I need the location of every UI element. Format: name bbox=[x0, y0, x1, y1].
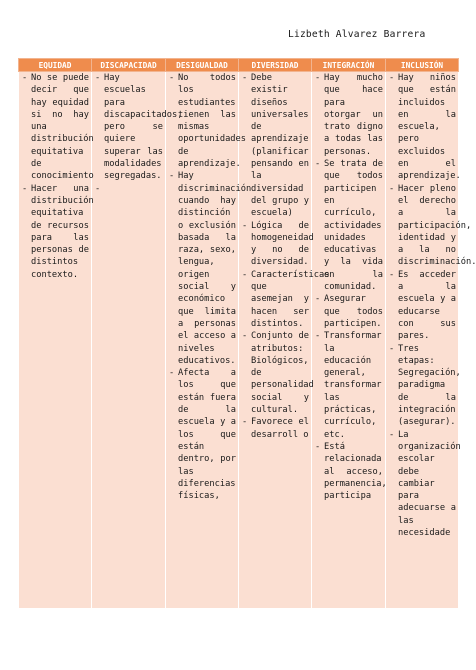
cell-discapacidad: - Hay escuelas para discapacitados, pero se quiere superar las modalidades segregadas. - bbox=[92, 72, 166, 609]
list-item: - Hay escuelas para discapacitados, pero se quiere superar las modalidades segregadas. bbox=[95, 73, 183, 182]
list-item: - Hacer pleno el derecho a la participación, identidad y a la no discriminación. bbox=[389, 183, 476, 268]
concepts-table bbox=[18, 58, 476, 609]
cell-integracion bbox=[312, 72, 386, 609]
list-item: - Hay niños que están incluidos en la escuela, pero excluidos en el aprendizaje. bbox=[389, 73, 461, 182]
list-item: - Tres etapas: Segregación, paradigma de la integración (asegurar). bbox=[389, 343, 461, 428]
cell-diversidad bbox=[239, 72, 330, 609]
column-header-integracion: INTEGRACIÓN bbox=[312, 59, 386, 72]
list-item: - Hay discriminación cuando hay distinción o exclusión basada la raza, sexo, lengua, origen social y económico que limita a personas el acceso a niveles educativos. bbox=[169, 171, 252, 366]
column-header-diversidad: DIVERSIDAD bbox=[239, 59, 312, 72]
column-header-inclusion: INCLUSIÓN bbox=[386, 59, 459, 72]
column-header-equidad: EQUIDAD bbox=[19, 59, 92, 72]
list-item: - Transformar la educación general, transformar las prácticas, currículo, etc. bbox=[315, 331, 382, 440]
list-item: - No se puede decir que hay equidad si no hay una distribución equitativa de conocimiento bbox=[22, 73, 94, 182]
list-item: - Favorece el desarroll o bbox=[242, 417, 309, 440]
author-name: Lizbeth Alvarez Barrera bbox=[288, 29, 426, 40]
list-item: - La organización escolar debe cambiar para adecuarse a las necesidade bbox=[389, 429, 461, 538]
list-item: - Características que asemejan y hacen ser distintos. bbox=[242, 269, 330, 329]
list-item: - Se trata de que todos participen en currículo, actividades unidades educativas y la vida en la comunidad. bbox=[315, 159, 383, 293]
list-item: - Hay mucho que hace para otorgar un trato digno a todas las personas. bbox=[315, 73, 383, 157]
list-item: - No todos los estudiantes tienen las mismas oportunidades de aprendizaje. bbox=[169, 73, 246, 170]
list-item: - Está relacionada al acceso, permanencia, participa bbox=[315, 441, 387, 502]
cell-equidad bbox=[19, 72, 92, 609]
column-header-desigualdad: DESIGUALDAD bbox=[166, 59, 239, 72]
table-row bbox=[19, 72, 459, 609]
list-item: - Afecta a los que están fuera de la escuela y a los que están dentro, por las diferencias físicas, bbox=[169, 368, 236, 502]
list-item: - Asegurar que todos participen. bbox=[315, 294, 383, 329]
list-item: - Lógica de homogeneidad y no de diversidad. bbox=[242, 220, 314, 268]
table-header-row bbox=[19, 59, 459, 72]
list-item: - Conjunto de atributos: Biológicos, de personalidad social y cultural. bbox=[242, 331, 314, 416]
list-item: - Hacer una distribución equitativa de recursos para las personas de distintos contexto. bbox=[22, 183, 94, 280]
list-item: - Debe existir diseños universales de aprendizaje (planificar pensando en la diversidad del grupo y escuela) bbox=[242, 73, 309, 219]
cell-inclusion bbox=[386, 72, 476, 609]
cell-desigualdad bbox=[166, 72, 252, 609]
column-header-discapacidad: DISCAPACIDAD bbox=[92, 59, 166, 72]
list-item: - Es acceder a la escuela y a educarse con sus pares. bbox=[389, 269, 456, 342]
